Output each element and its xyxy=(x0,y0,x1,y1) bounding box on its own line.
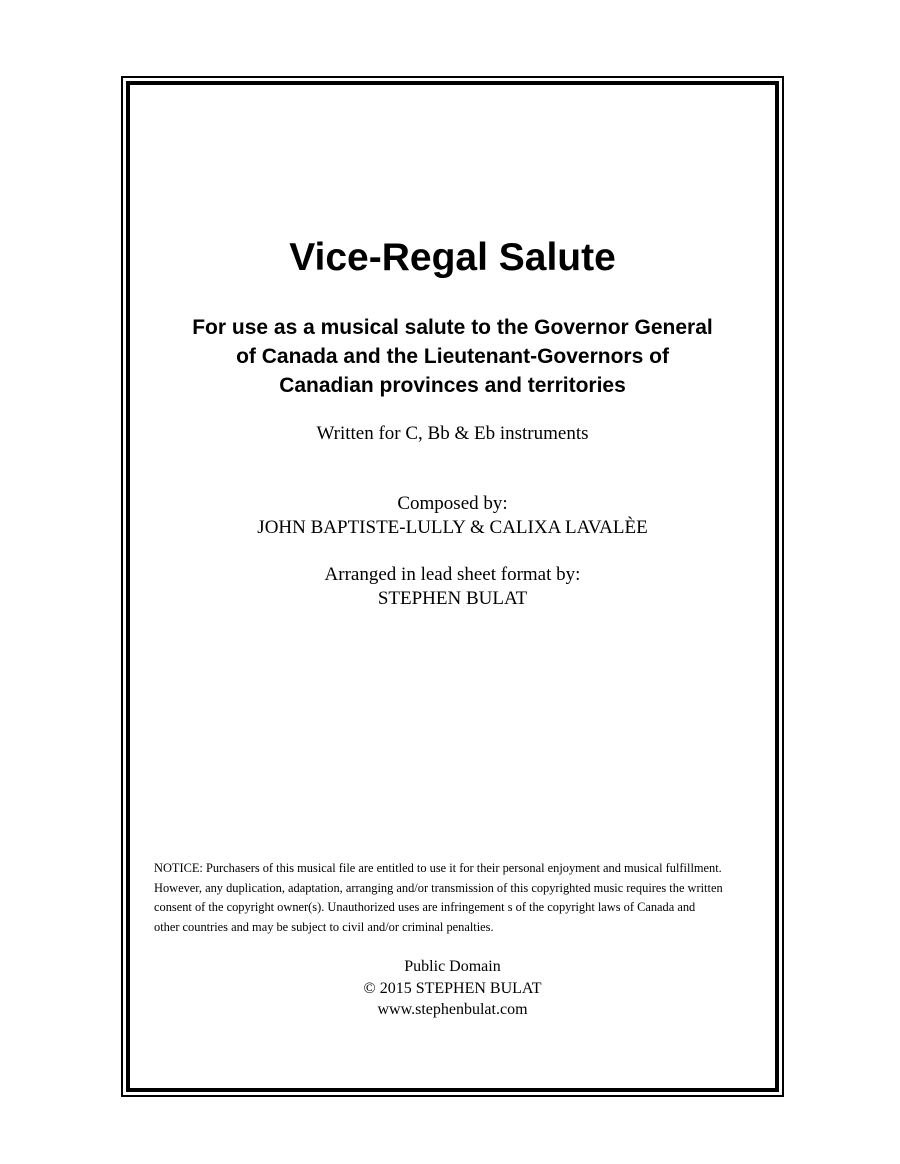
notice-line: NOTICE: Purchasers of this musical file are entitled to use it for their personal enjoyment and musical fulfillment. xyxy=(154,861,722,875)
subtitle xyxy=(126,313,779,400)
arranger-name: STEPHEN BULAT xyxy=(377,588,528,609)
notice-line: consent of the copyright owner(s). Unauthorized uses are infringement s of the copyright laws of Canada and xyxy=(154,900,696,914)
composer-label: Composed by: xyxy=(397,493,508,514)
copyright-text: © 2015 STEPHEN BULAT xyxy=(363,979,542,997)
subtitle-line: For use as a musical salute to the Governor General xyxy=(192,316,713,339)
copyright-notice xyxy=(154,859,764,937)
arranger-label: Arranged in lead sheet format by: xyxy=(324,564,581,585)
website-link[interactable]: www.stephenbulat.com xyxy=(377,1001,528,1018)
license-text: Public Domain xyxy=(404,958,501,975)
notice-line: other countries and may be subject to civil and/or criminal penalties. xyxy=(154,919,494,934)
subtitle-line: of Canada and the Lieutenant-Governors of xyxy=(236,345,669,368)
subtitle-line: Canadian provinces and territories xyxy=(279,374,626,397)
instrumentation-note: Written for C, Bb & Eb instruments xyxy=(316,423,589,444)
arranger-credit xyxy=(126,563,779,611)
notice-line: However, any duplication, adaptation, arranging and/or transmission of this copyrighted music requires the written xyxy=(154,880,723,895)
footer xyxy=(126,956,779,1021)
composer-credit xyxy=(126,492,779,540)
composer-names: JOHN BAPTISTE-LULLY & CALIXA LAVALÈE xyxy=(257,517,648,538)
page-title: Vice-Regal Salute xyxy=(289,236,616,279)
